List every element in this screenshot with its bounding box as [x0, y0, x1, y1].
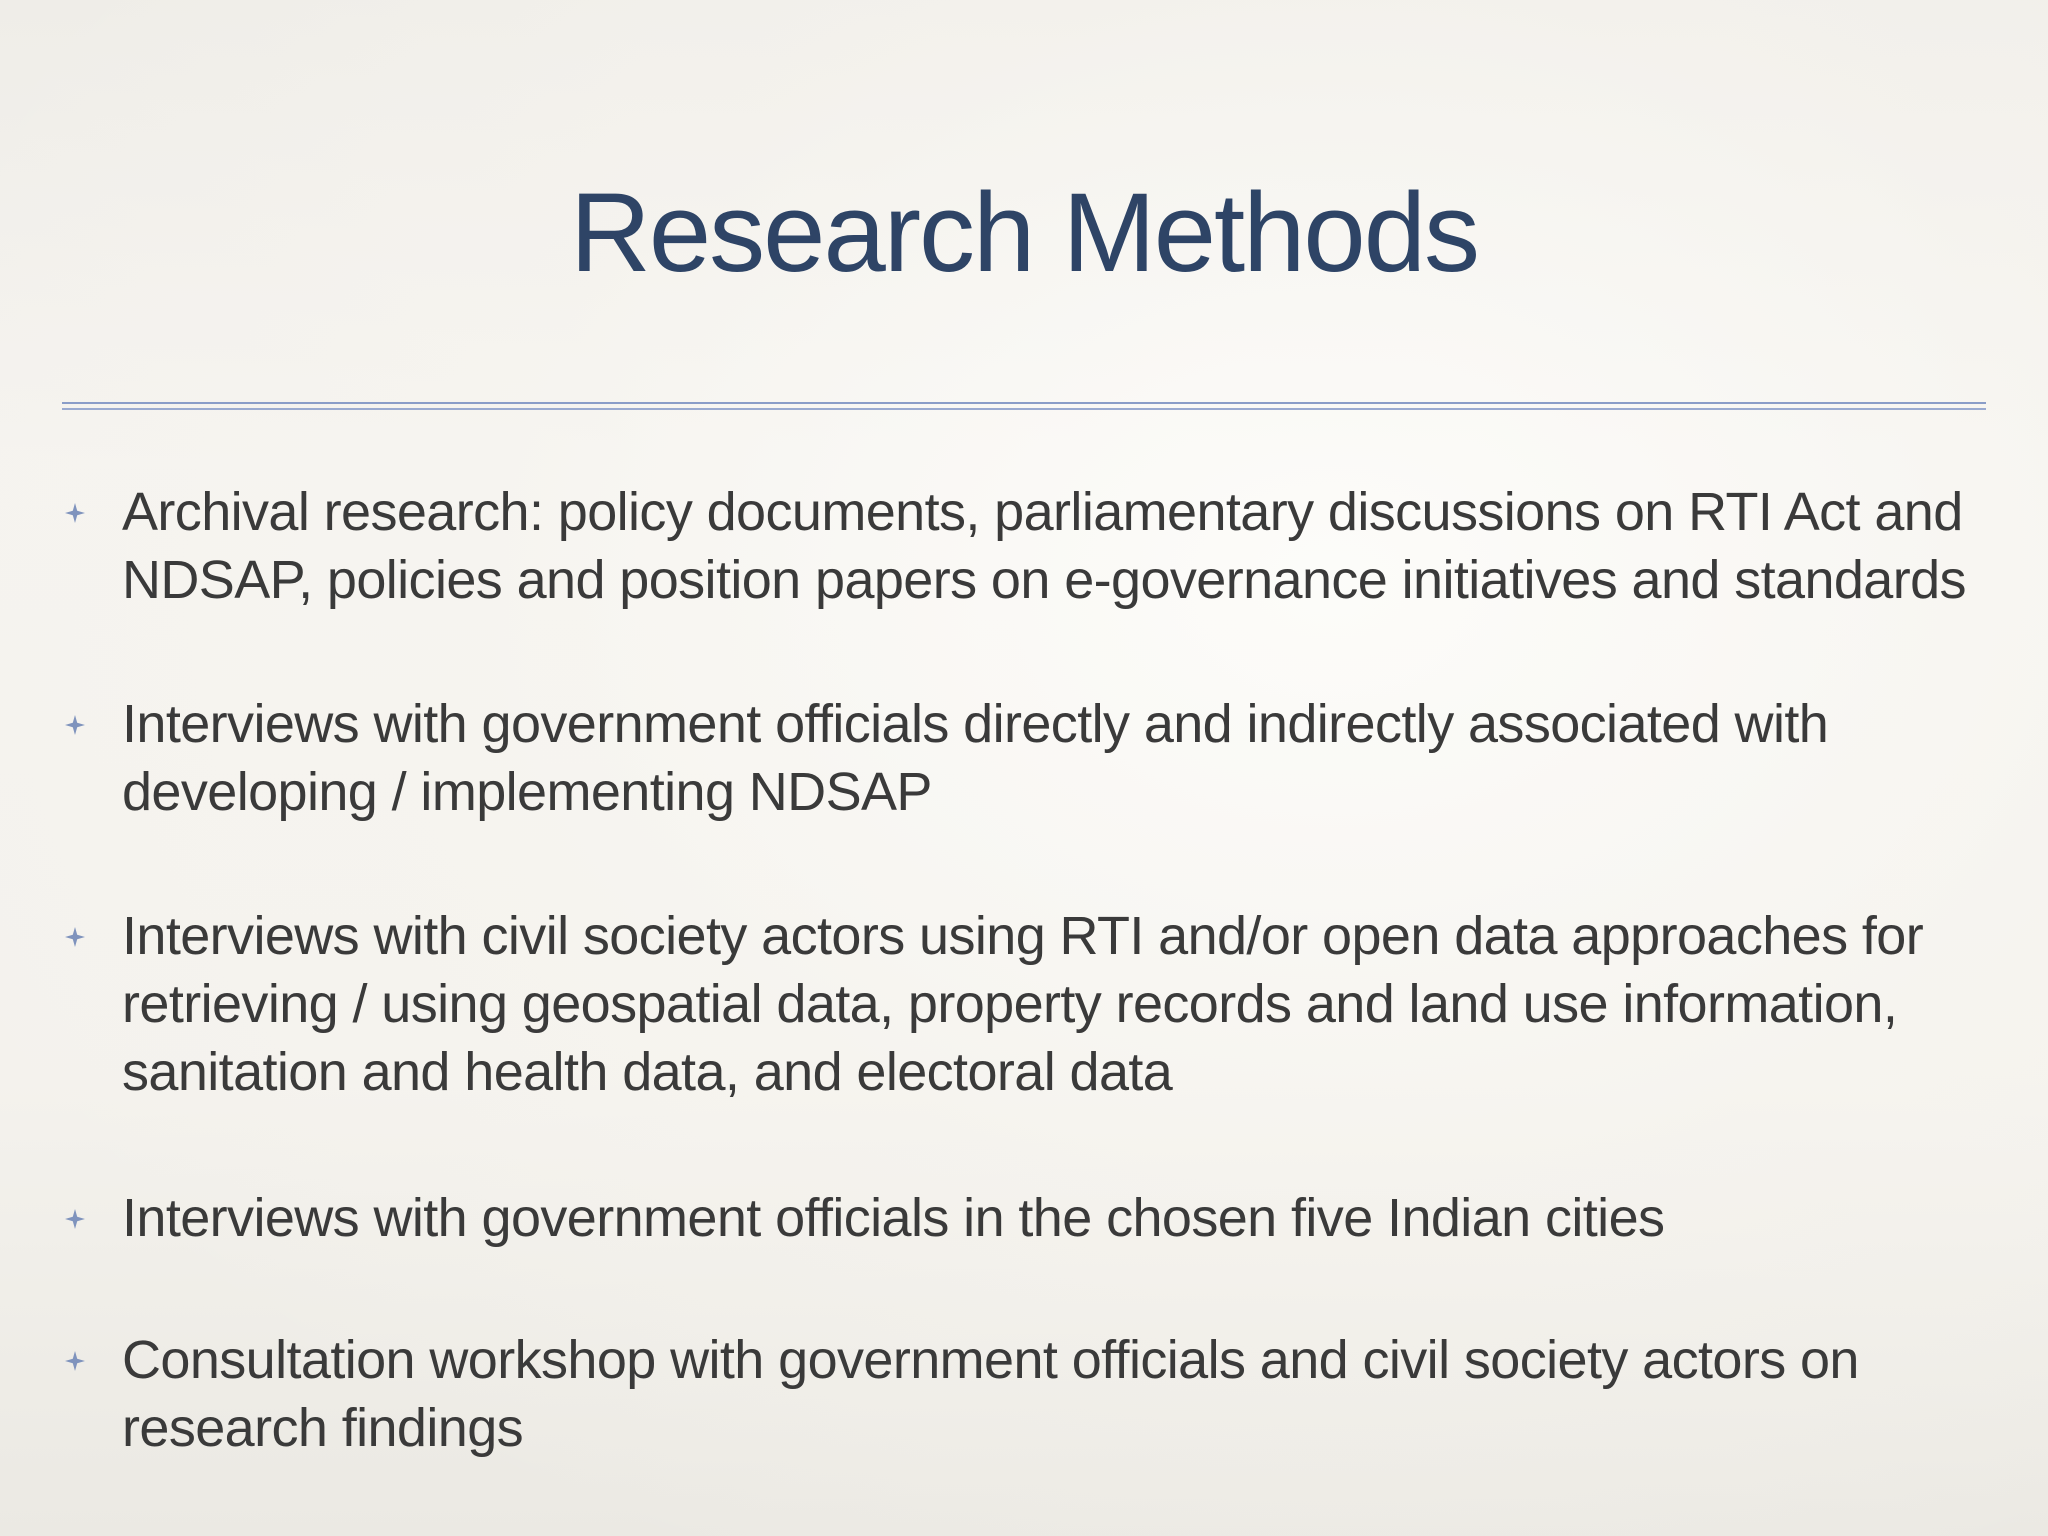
bullet-line: developing / implementing NDSAP — [122, 762, 932, 822]
bullet-line: Consultation workshop with government officials and civil society actors on — [122, 1330, 1859, 1390]
title-divider — [62, 402, 1986, 412]
bullet-line: Interviews with government officials directly and indirectly associated with — [122, 694, 1829, 754]
bullet-text — [122, 902, 2022, 1106]
bullet-line: Interviews with government officials in the chosen five Indian cities — [122, 1188, 1665, 1248]
bullet-line: Interviews with civil society actors using RTI and/or open data approaches for — [122, 906, 1924, 966]
bullet-text — [122, 1326, 2022, 1462]
divider-line — [62, 402, 1986, 404]
four-point-star-icon — [64, 1350, 86, 1372]
bullet-line: retrieving / using geospatial data, property records and land use information, — [122, 974, 1898, 1034]
divider-line — [62, 408, 1986, 410]
bullet-text — [122, 690, 2022, 826]
four-point-star-icon — [64, 714, 86, 736]
bullet-line: Archival research: policy documents, parliamentary discussions on RTI Act and — [122, 482, 1963, 542]
bullet-text — [122, 1184, 2022, 1252]
bullet-line: NDSAP, policies and position papers on e-governance initiatives and standards — [122, 550, 1966, 610]
bullet-line: research findings — [122, 1398, 524, 1458]
slide-title: Research Methods — [569, 170, 1479, 295]
four-point-star-icon — [64, 502, 86, 524]
bullet-line: sanitation and health data, and electoral data — [122, 1042, 1173, 1102]
four-point-star-icon — [64, 926, 86, 948]
bullet-text — [122, 478, 2022, 614]
four-point-star-icon — [64, 1208, 86, 1230]
